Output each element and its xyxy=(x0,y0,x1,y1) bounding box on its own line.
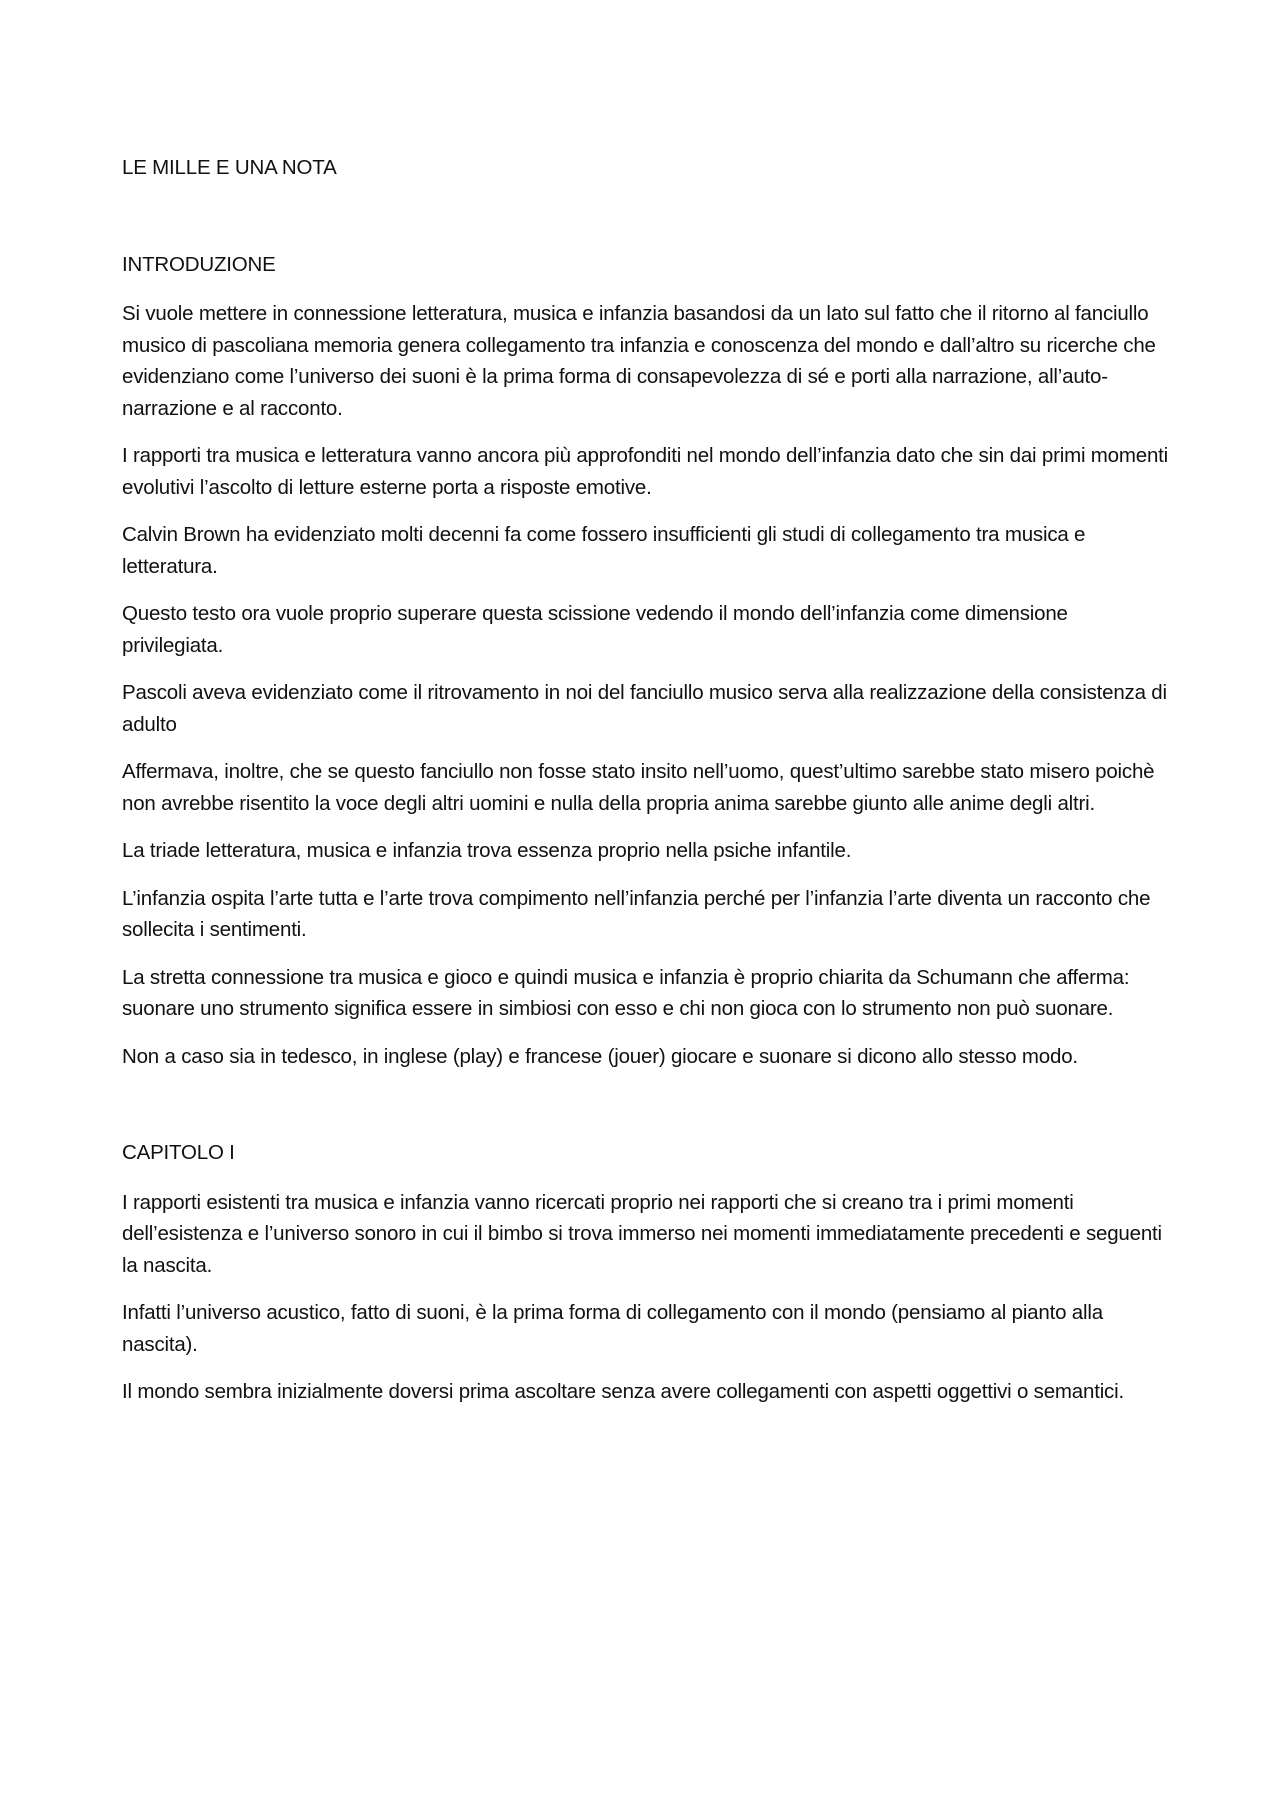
document-page xyxy=(122,152,1172,1424)
paragraph: Pascoli aveva evidenziato come il ritrovamento in noi del fanciullo musico serva alla realizzazione della consistenza di adulto xyxy=(122,681,1167,736)
paragraph: I rapporti tra musica e letteratura vanno ancora più approfonditi nel mondo dell’infanzia dato che sin dai primi momenti evolutivi l’ascolto di letture esterne porta a risposte emotive. xyxy=(122,444,1169,499)
section-capitolo-i xyxy=(122,1137,1172,1408)
paragraph: Infatti l’universo acustico, fatto di suoni, è la prima forma di collegamento con il mondo (pensiamo al pianto alla nascita). xyxy=(122,1301,1103,1356)
paragraph: Calvin Brown ha evidenziato molti decenni fa come fossero insufficienti gli studi di collegamento tra musica e letteratura. xyxy=(122,523,1086,578)
paragraph: I rapporti esistenti tra musica e infanzia vanno ricercati proprio nei rapporti che si creano tra i primi momenti dell’esistenza e l’universo sonoro in cui il bimbo si trova immerso nei momenti immediatamente precedenti e seguenti la nascita. xyxy=(122,1190,1162,1277)
spacer xyxy=(122,184,1172,249)
paragraph: Affermava, inoltre, che se questo fanciullo non fosse stato insito nell’uomo, quest’ultimo sarebbe stato misero poichè non avrebbe risentito la voce degli altri uomini e nulla della propria anima sarebbe giunto alle anime degli altri. xyxy=(122,760,1155,815)
spacer xyxy=(122,1169,1172,1187)
section-heading: CAPITOLO I xyxy=(122,1141,235,1164)
paragraph: La triade letteratura, musica e infanzia trova essenza proprio nella psiche infantile. xyxy=(122,839,852,862)
spacer xyxy=(122,1088,1172,1137)
section-introduzione xyxy=(122,249,1172,1073)
paragraph: La stretta connessione tra musica e gioco e quindi musica e infanzia è proprio chiarita da Schumann che afferma: suonare uno strumento significa essere in simbiosi con esso e chi non gioca con lo strumento non può suonare. xyxy=(122,965,1130,1020)
paragraph: Si vuole mettere in connessione letteratura, musica e infanzia basandosi da un lato sul fatto che il ritorno al fanciullo musico di pascoliana memoria genera collegamento tra infanzia e conoscenza del mondo e dall’altro su ricerche che evidenziano come l’universo dei suoni è la prima forma di consapevolezza di sé e porti alla narrazione, all’auto-narrazione e al racconto. xyxy=(122,302,1156,420)
spacer xyxy=(122,280,1172,298)
paragraph: Non a caso sia in tedesco, in inglese (play) e francese (jouer) giocare e suonare si dicono allo stesso modo. xyxy=(122,1044,1078,1068)
paragraph: L’infanzia ospita l’arte tutta e l’arte trova compimento nell’infanzia perché per l’infanzia l’arte diventa un racconto che sollecita i sentimenti. xyxy=(122,886,1151,941)
section-heading: INTRODUZIONE xyxy=(122,252,276,276)
document-title: LE MILLE E UNA NOTA xyxy=(122,156,337,179)
paragraph: Il mondo sembra inizialmente doversi prima ascoltare senza avere collegamenti con aspetti oggettivi o semantici. xyxy=(122,1380,1124,1403)
paragraph: Questo testo ora vuole proprio superare questa scissione vedendo il mondo dell’infanzia come dimensione privilegiata. xyxy=(122,602,1068,657)
